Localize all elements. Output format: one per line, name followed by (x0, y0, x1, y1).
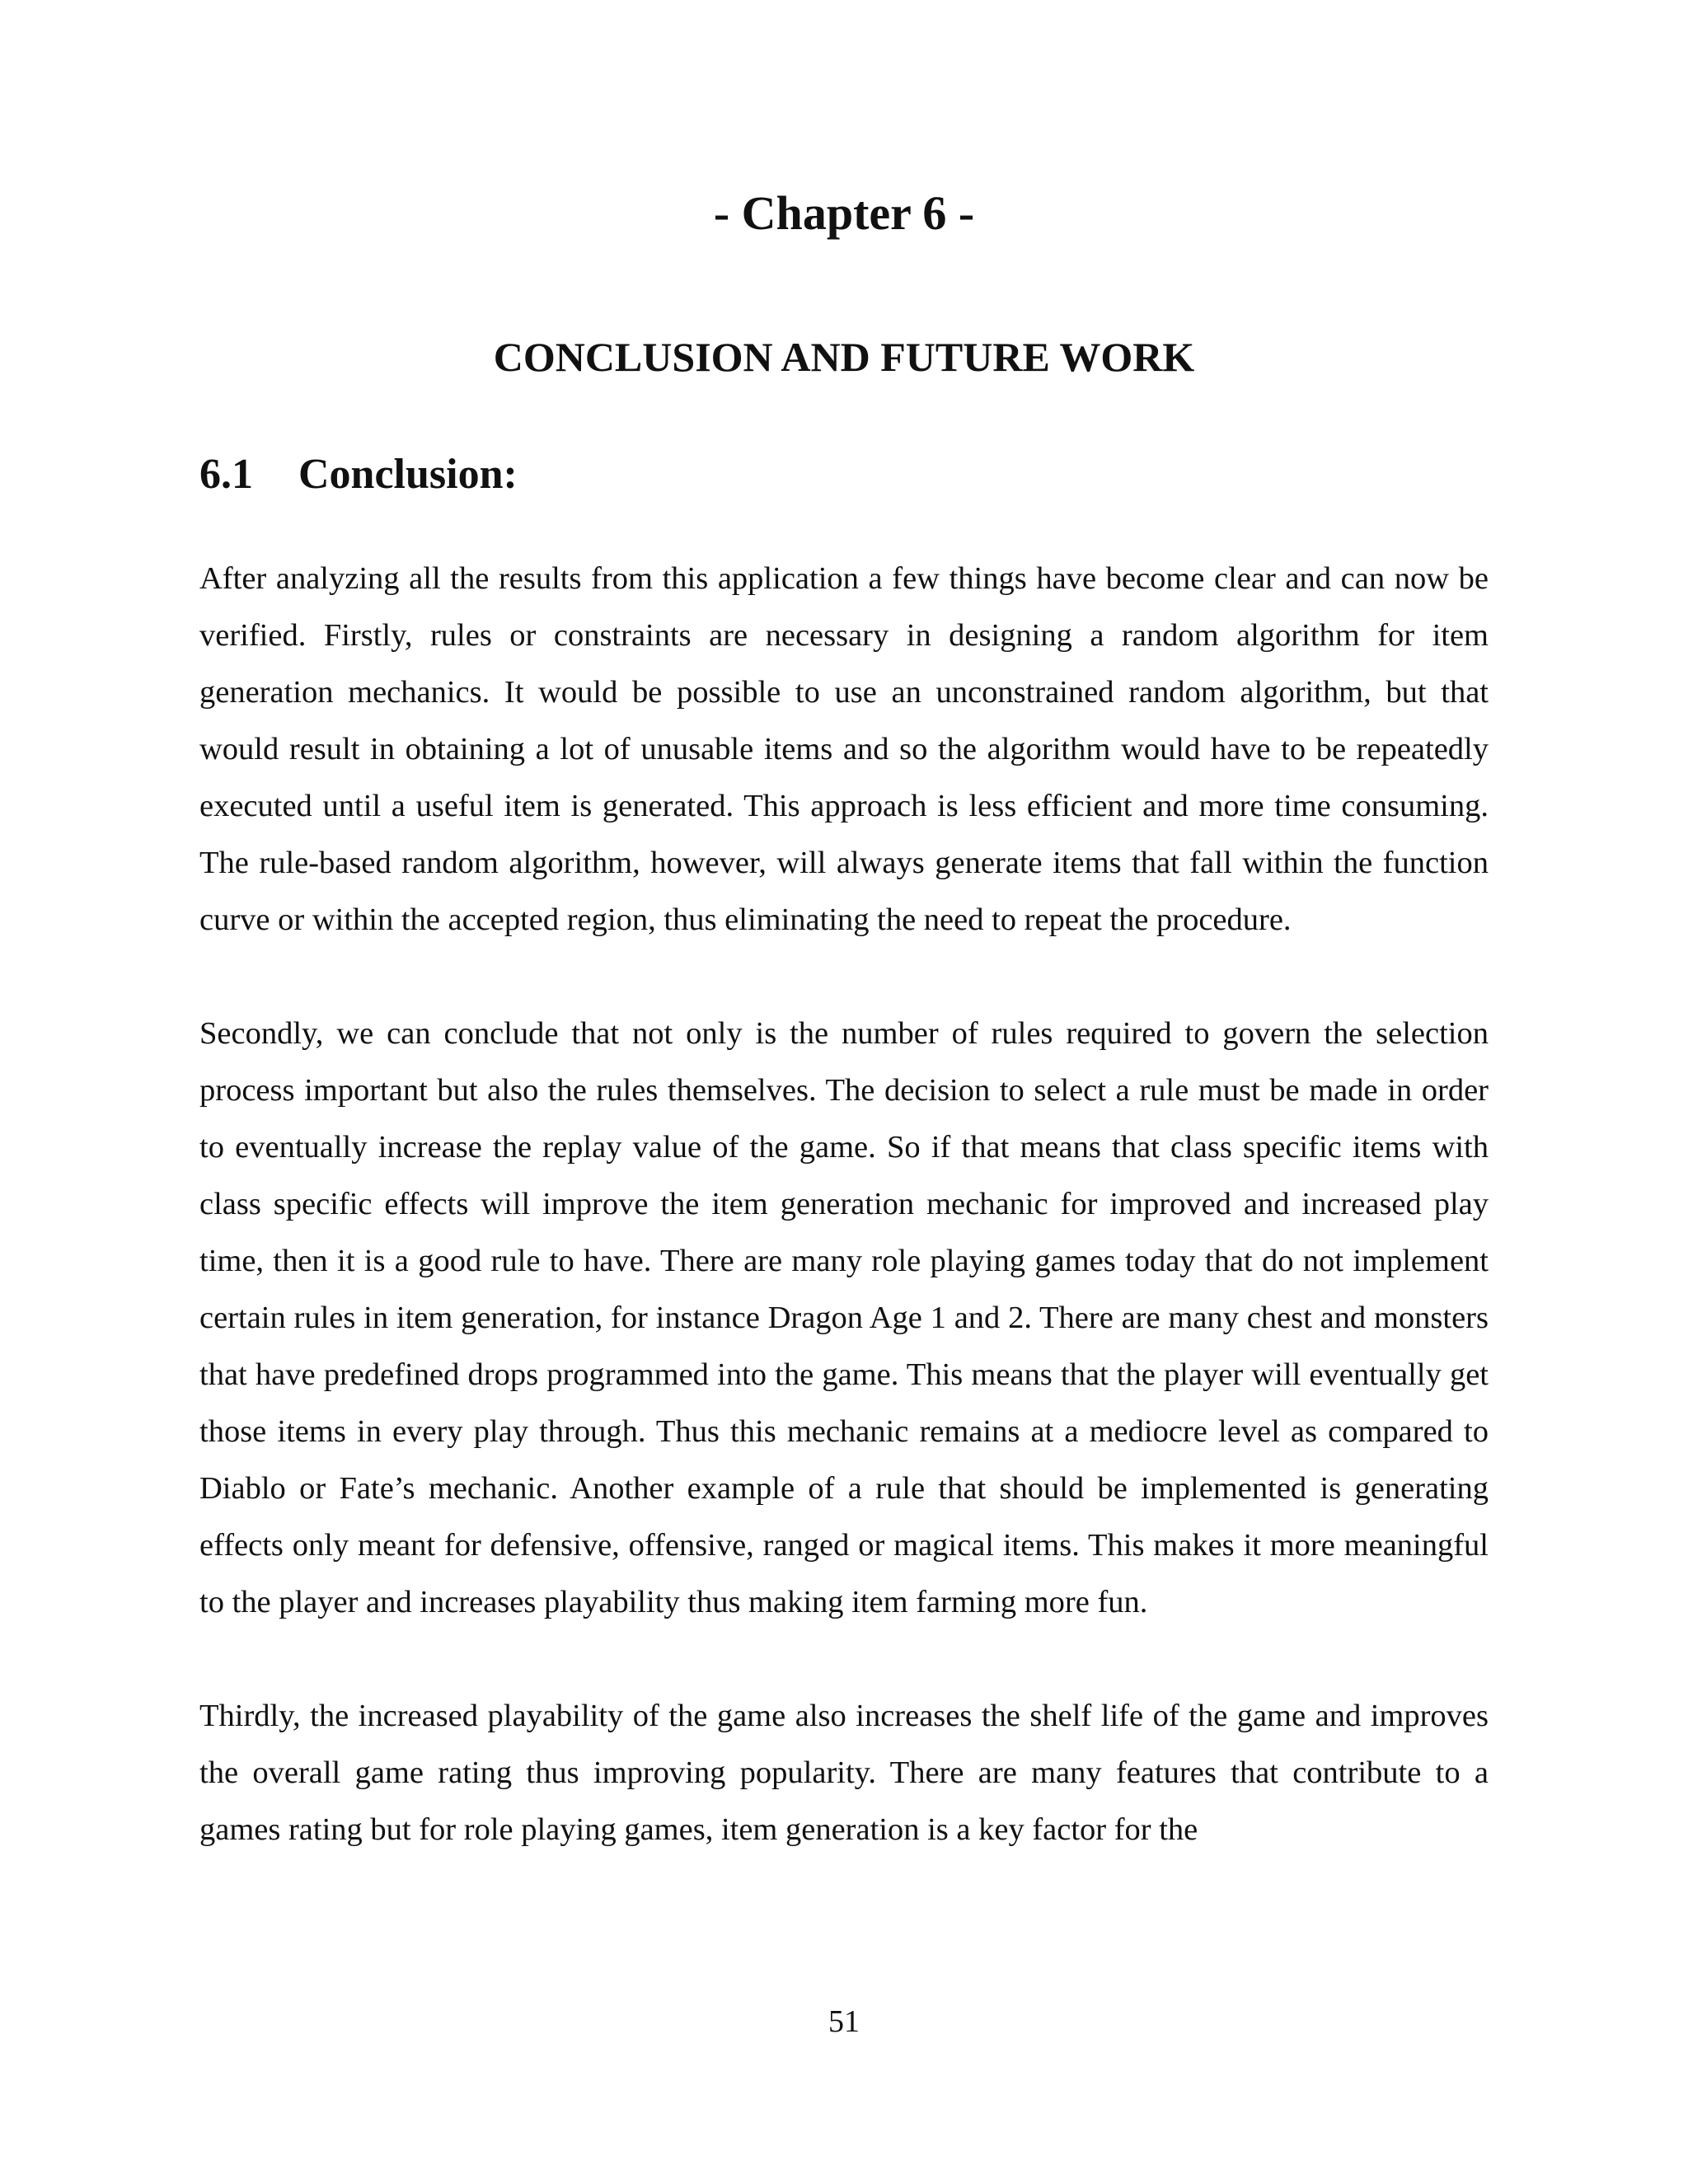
section-heading (199, 453, 518, 496)
paragraph-1: After analyzing all the results from this application a few things have become clear and can now be verified. Firstly, rules or constraints are necessary in designing a random algorithm for item generation mechanics. It would be possible to use an unconstrained random algorithm, but that would result in obtaining a lot of unusable items and so the algorithm would have to be repeatedly executed until a useful item is generated. This approach is less efficient and more time consuming. The rule-based random algorithm, however, will always generate items that fall within the function curve or within the accepted region, thus eliminating the need to repeat the procedure. (199, 561, 1489, 937)
section-number: 6.1 (199, 451, 253, 498)
body-text (199, 551, 1489, 1915)
paragraph-2: Secondly, we can conclude that not only is the number of rules required to govern the selection process important but also the rules themselves. The decision to select a rule must be made in order to eventually increase the replay value of the game. So if that means that class specific items with class specific effects will improve the item generation mechanic for improved and increased play time, then it is a good rule to have. There are many role playing games today that do not implement certain rules in item generation, for instance Dragon Age 1 and 2. There are many chest and monsters that have predefined drops programmed into the game. This means that the player will eventually get those items in every play through. Thus this mechanic remains at a mediocre level as compared to Diablo or Fate’s mechanic. Another example of a rule that should be implemented is generating effects only meant for defensive, offensive, ranged or magical items. This makes it more meaningful to the player and increases playability thus making item farming more fun. (199, 1016, 1489, 1619)
chapter-heading: - Chapter 6 - (713, 186, 975, 240)
section-title: Conclusion: (298, 451, 518, 498)
chapter-title: CONCLUSION AND FUTURE WORK (493, 334, 1195, 380)
page-number: 51 (828, 2004, 860, 2039)
paragraph-3: Thirdly, the increased playability of the game also increases the shelf life of the game and improves the overall game rating thus improving popularity. There are many features that contribute to a games rating but for role playing games, item generation is a key factor for the (199, 1699, 1489, 1847)
